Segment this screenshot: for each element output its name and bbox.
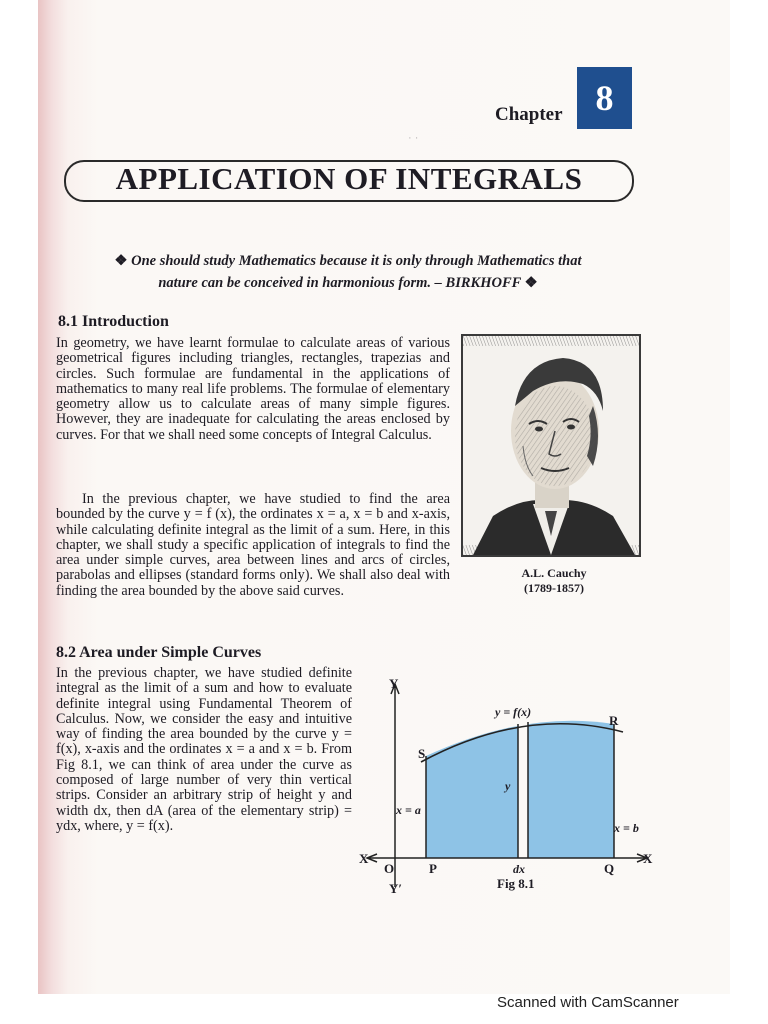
label-strip-width: dx (513, 862, 525, 876)
portrait-years: (1789-1857) (524, 581, 584, 595)
label-origin: O (384, 861, 395, 876)
elementary-strip-gap (518, 712, 528, 858)
chapter-label: Chapter (495, 104, 563, 125)
section-heading-area-under-curves: 8.2 Area under Simple Curves (56, 644, 262, 661)
label-x-axis-neg: X (359, 851, 369, 866)
label-y-axis: Y (389, 676, 399, 691)
cauchy-portrait (461, 334, 641, 557)
label-left-ordinate: x = a (396, 803, 421, 817)
quote-star-icon: ❖ (524, 275, 538, 291)
label-curve: y = f(x) (495, 705, 532, 719)
label-point-p: P (429, 861, 437, 876)
quote-star-icon: ❖ (114, 253, 128, 269)
label-point-q: Q (604, 861, 615, 876)
label-right-ordinate: x = b (614, 821, 639, 835)
chapter-number-badge: 8 (577, 67, 632, 129)
label-point-s: S (418, 746, 426, 761)
epigraph-quote (58, 250, 638, 294)
bleed-through-mark: · · (408, 132, 419, 144)
quote-line-2: nature can be conceived in harmonious form. – BIRKHOFF (158, 275, 522, 291)
label-point-r: R (609, 713, 619, 728)
intro-paragraph-1: In geometry, we have learnt formulae to calculate areas of various geometrical figures including triangles, rectangles, trapezias and circles. Such formulae are fundamental in the applications of mathematics to many real life problems. The formulae of elementary geometry allow us to calculate areas of many simple figures. However, they are inadequate for calculating the areas enclosed by curves. For that we shall need some concepts of Integral Calculus. (56, 335, 450, 443)
area-paragraph: In the previous chapter, we have studied definite integral as the limit of a sum and how to evaluate definite integral using Fundamental Theorem of Calculus. Now, we consider the easy and intuitive way of finding the area bounded by the curve y = f(x), x-axis and the ordinates x = a and x = b. From Fig 8.1, we can think of area under the curve as composed of large number of very thin vertical strips. Consider an arbitrary strip of height y and width dx, then dA (area of the elementary strip) = ydx, where, y = f(x). (56, 665, 352, 834)
portrait-engraving-icon (463, 336, 639, 555)
portrait-caption (484, 566, 624, 596)
scan-left-margin (0, 0, 38, 1024)
section-heading-introduction: 8.1 Introduction (58, 313, 169, 330)
label-y-axis-neg: Y′ (389, 881, 403, 896)
figure-caption: Fig 8.1 (497, 876, 535, 891)
scan-right-margin (730, 0, 768, 1024)
chapter-title: APPLICATION OF INTEGRALS (115, 161, 583, 196)
label-x-axis: X (643, 851, 653, 866)
figure-8-1 (355, 672, 660, 896)
quote-line-1: One should study Mathematics because it is only through Mathematics that (131, 253, 582, 269)
portrait-name: A.L. Cauchy (521, 566, 587, 580)
label-strip-height: y (505, 779, 511, 793)
camscanner-watermark: Scanned with CamScanner (497, 994, 679, 1011)
intro-paragraph-2: In the previous chapter, we have studied to find the area bounded by the curve y = f (x), the ordinates x = a, x = b and x-axis, while calculating definite integral as the limit of a sum. Here, in this chapter, we shall study a specific application of integrals to find the area under simple curves, area between lines and arcs of circles, parabolas and ellipses (standard forms only). We shall also deal with finding the area bounded by the above said curves. (56, 491, 450, 599)
